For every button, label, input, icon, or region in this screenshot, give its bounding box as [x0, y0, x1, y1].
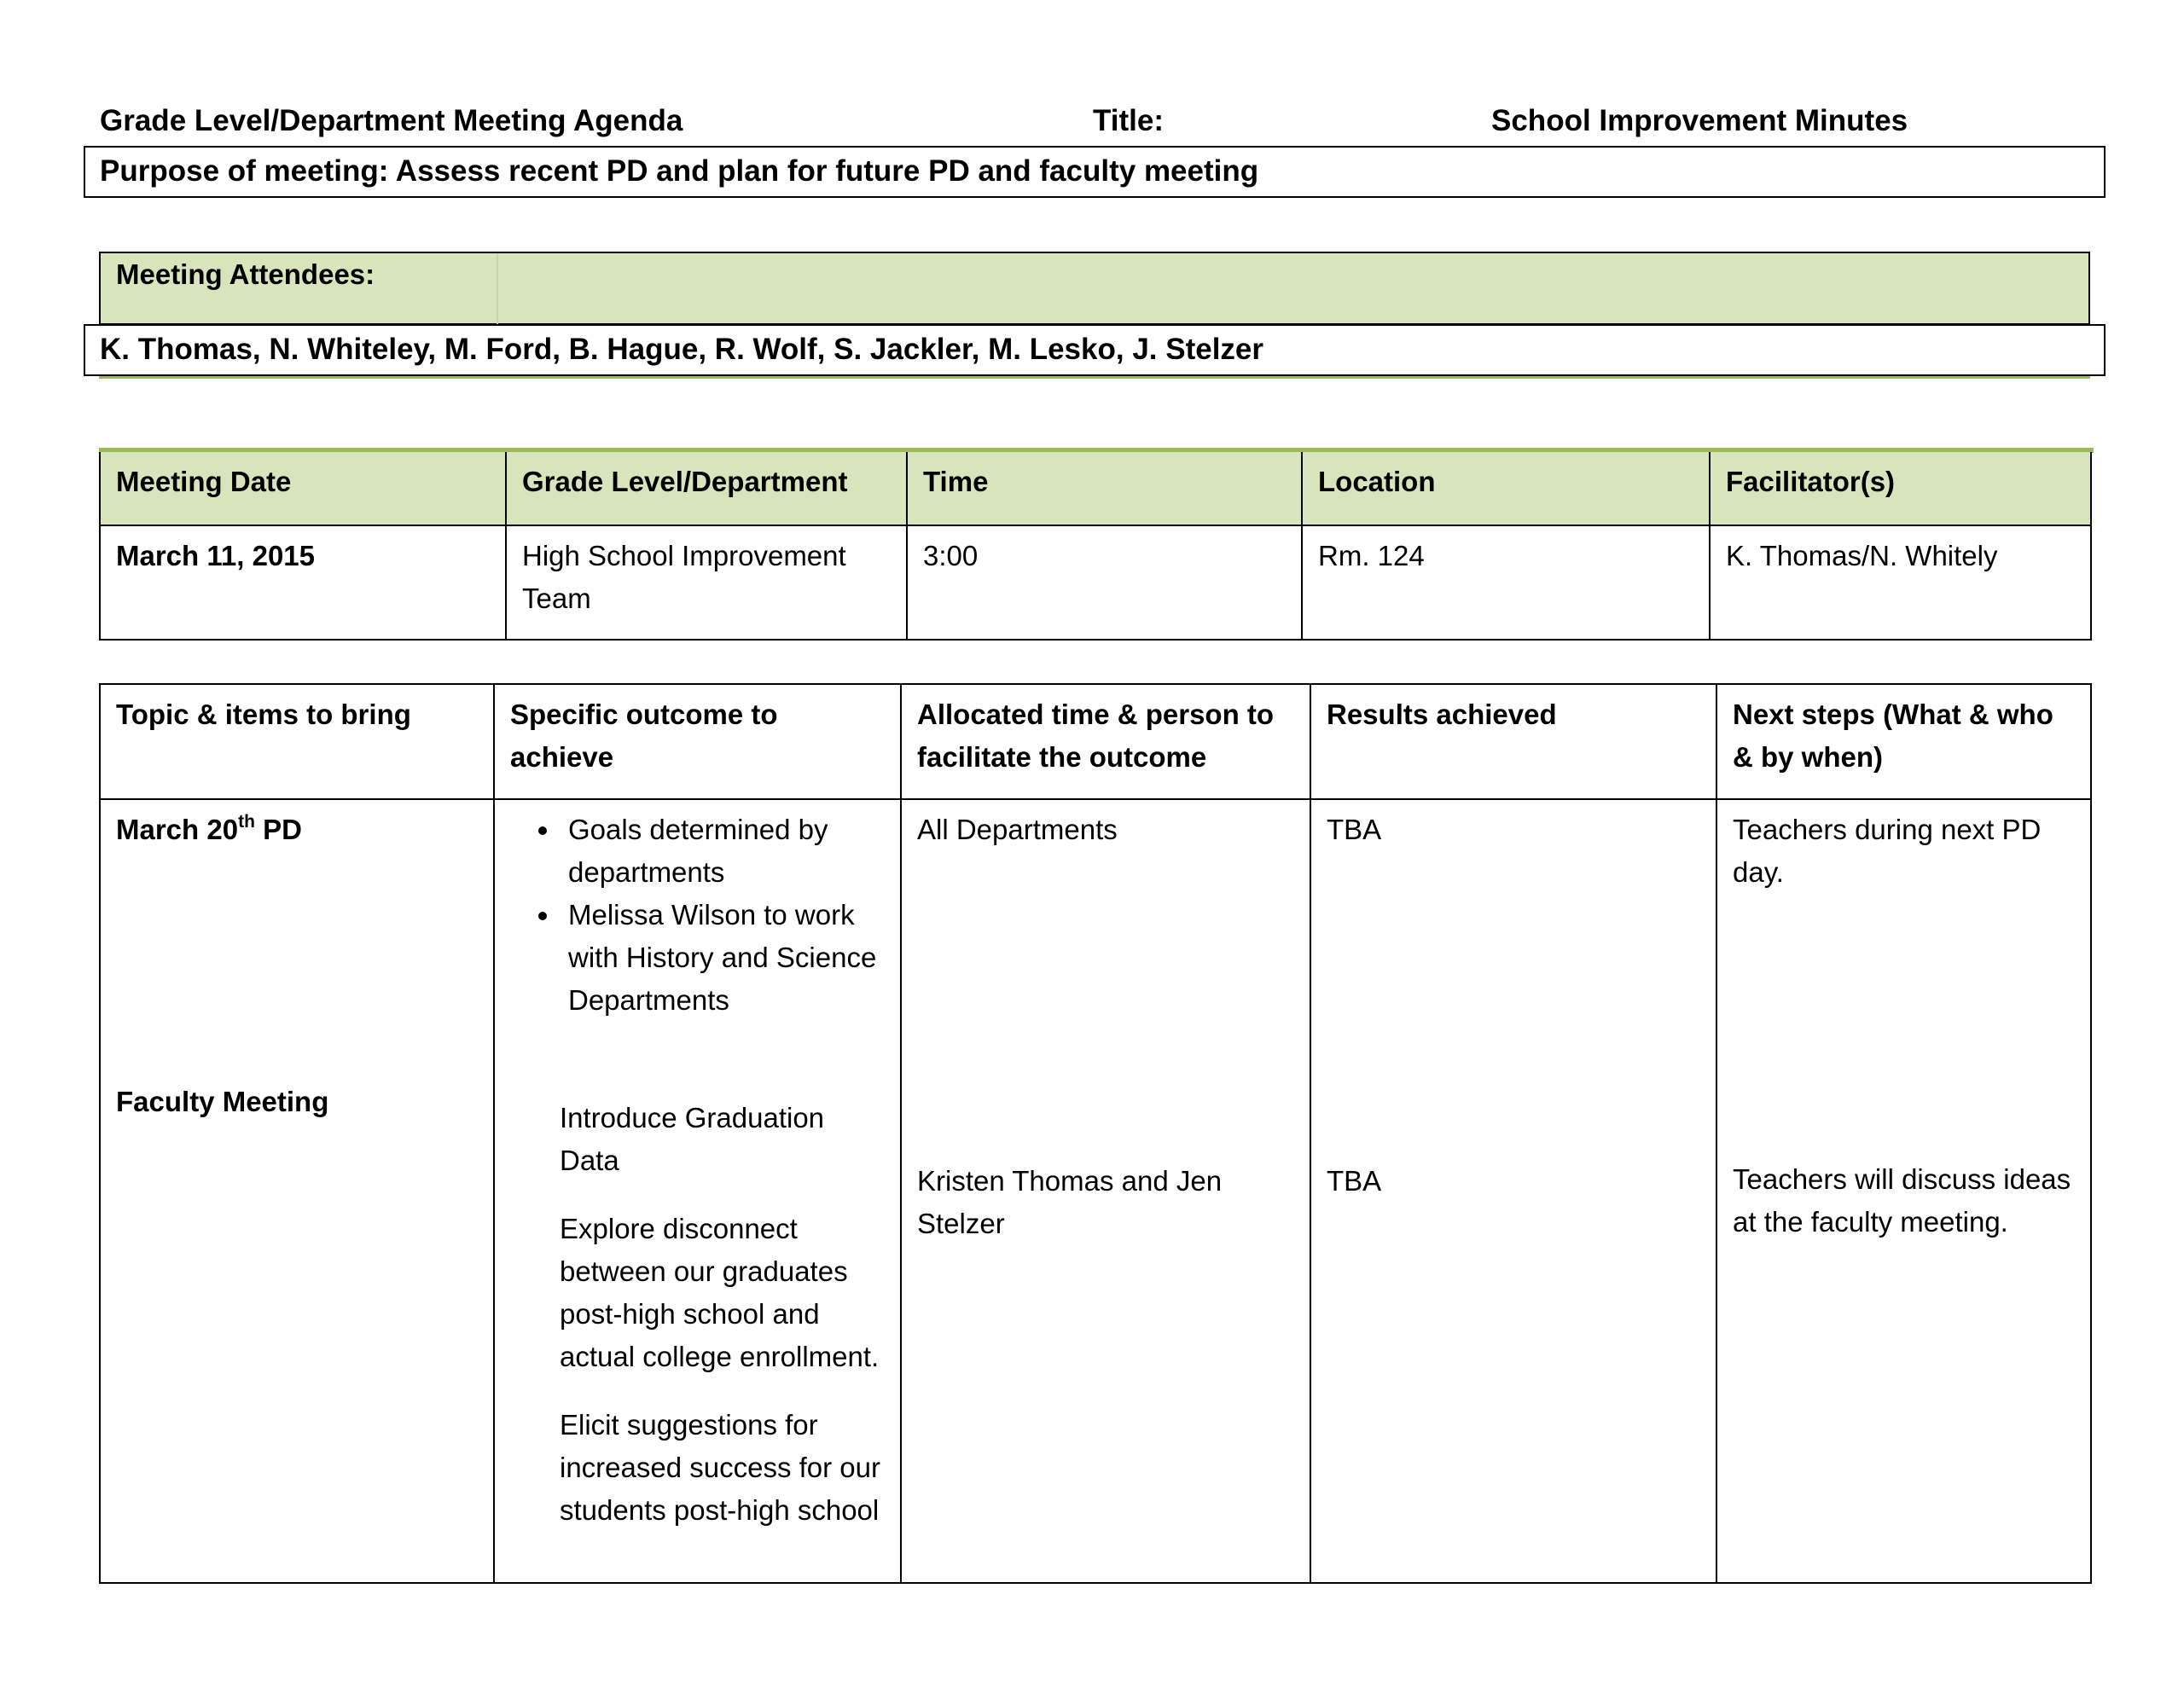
agenda-heading: Grade Level/Department Meeting Agenda [100, 104, 683, 137]
outcome-cell [494, 799, 901, 1583]
outcome-bullet: • Melissa Wilson to work with History and Science Departments [561, 894, 890, 1022]
topic-cell [100, 799, 494, 1583]
header-time: Time [907, 452, 1302, 525]
value-facilitators: K. Thomas/N. Whitely [1710, 525, 2091, 640]
outcome-bullet-list [510, 809, 890, 1022]
header-grade-level: Grade Level/Department [506, 452, 907, 525]
title-value: School Improvement Minutes [1491, 104, 1908, 137]
agenda-header-results: Results achieved [1310, 684, 1716, 799]
outcome-paragraph: Explore disconnect between our graduates post-high school and actual college enrollment. [560, 1213, 880, 1372]
next-steps-second: Teachers will discuss ideas at the faculty meeting. [1733, 1163, 2071, 1238]
header-meeting-date: Meeting Date [100, 452, 506, 525]
agenda-header-outcome: Specific outcome to achieve [494, 684, 901, 799]
agenda-header-next-steps: Next steps (What & who & by when) [1716, 684, 2091, 799]
topic-march-pd-tail: PD [254, 814, 302, 845]
title-label: Title: [1093, 104, 1164, 137]
value-time: 3:00 [907, 525, 1302, 640]
results-cell [1310, 799, 1716, 1583]
outcome-paragraphs [510, 1097, 890, 1532]
purpose-box [84, 146, 2106, 198]
attendees-divider [497, 253, 498, 325]
value-grade-level: High School Improvement Team [506, 525, 907, 640]
allocated-cell [901, 799, 1310, 1583]
outcome-paragraph: Introduce Graduation Data [560, 1102, 825, 1176]
allocated-first: All Departments [917, 814, 1118, 845]
topic-march-pd [116, 809, 478, 855]
meeting-info-header-row [100, 452, 2091, 525]
header-facilitators: Facilitator(s) [1710, 452, 2091, 525]
agenda-table [99, 683, 2092, 1584]
allocated-second: Kristen Thomas and Jen Stelzer [917, 1165, 1223, 1239]
value-meeting-date: March 11, 2015 [100, 525, 506, 640]
attendees-rule [99, 376, 2090, 379]
attendees-header [99, 252, 2090, 325]
outcome-bullet: • Goals determined by departments [561, 809, 890, 894]
meeting-info-value-row [100, 525, 2091, 640]
topic-march-pd-main: March 20 [116, 814, 239, 845]
results-second: TBA [1327, 1165, 1382, 1197]
value-location: Rm. 124 [1302, 525, 1710, 640]
meeting-info-table [99, 452, 2092, 641]
agenda-header-allocated: Allocated time & person to facilitate the outcome [901, 684, 1310, 799]
header-location: Location [1302, 452, 1710, 525]
agenda-header-row [100, 684, 2091, 799]
next-steps-first: Teachers during next PD day. [1733, 814, 2042, 888]
outcome-paragraph: Elicit suggestions for increased success for our students post-high school [560, 1409, 881, 1526]
agenda-header-topic: Topic & items to bring [100, 684, 494, 799]
topic-faculty-meeting: Faculty Meeting [116, 1086, 329, 1117]
topic-march-pd-sup: th [238, 812, 255, 832]
agenda-body-row [100, 799, 2091, 1583]
attendees-names-box [84, 324, 2106, 376]
attendees-label: Meeting Attendees: [116, 258, 375, 290]
next-steps-cell [1716, 799, 2091, 1583]
results-first: TBA [1327, 814, 1382, 845]
attendees-names: K. Thomas, N. Whiteley, M. Ford, B. Hague, R. Wolf, S. Jackler, M. Lesko, J. Stelzer [100, 333, 1264, 366]
purpose-text: Purpose of meeting: Assess recent PD and plan for future PD and faculty meeting [100, 154, 1259, 188]
